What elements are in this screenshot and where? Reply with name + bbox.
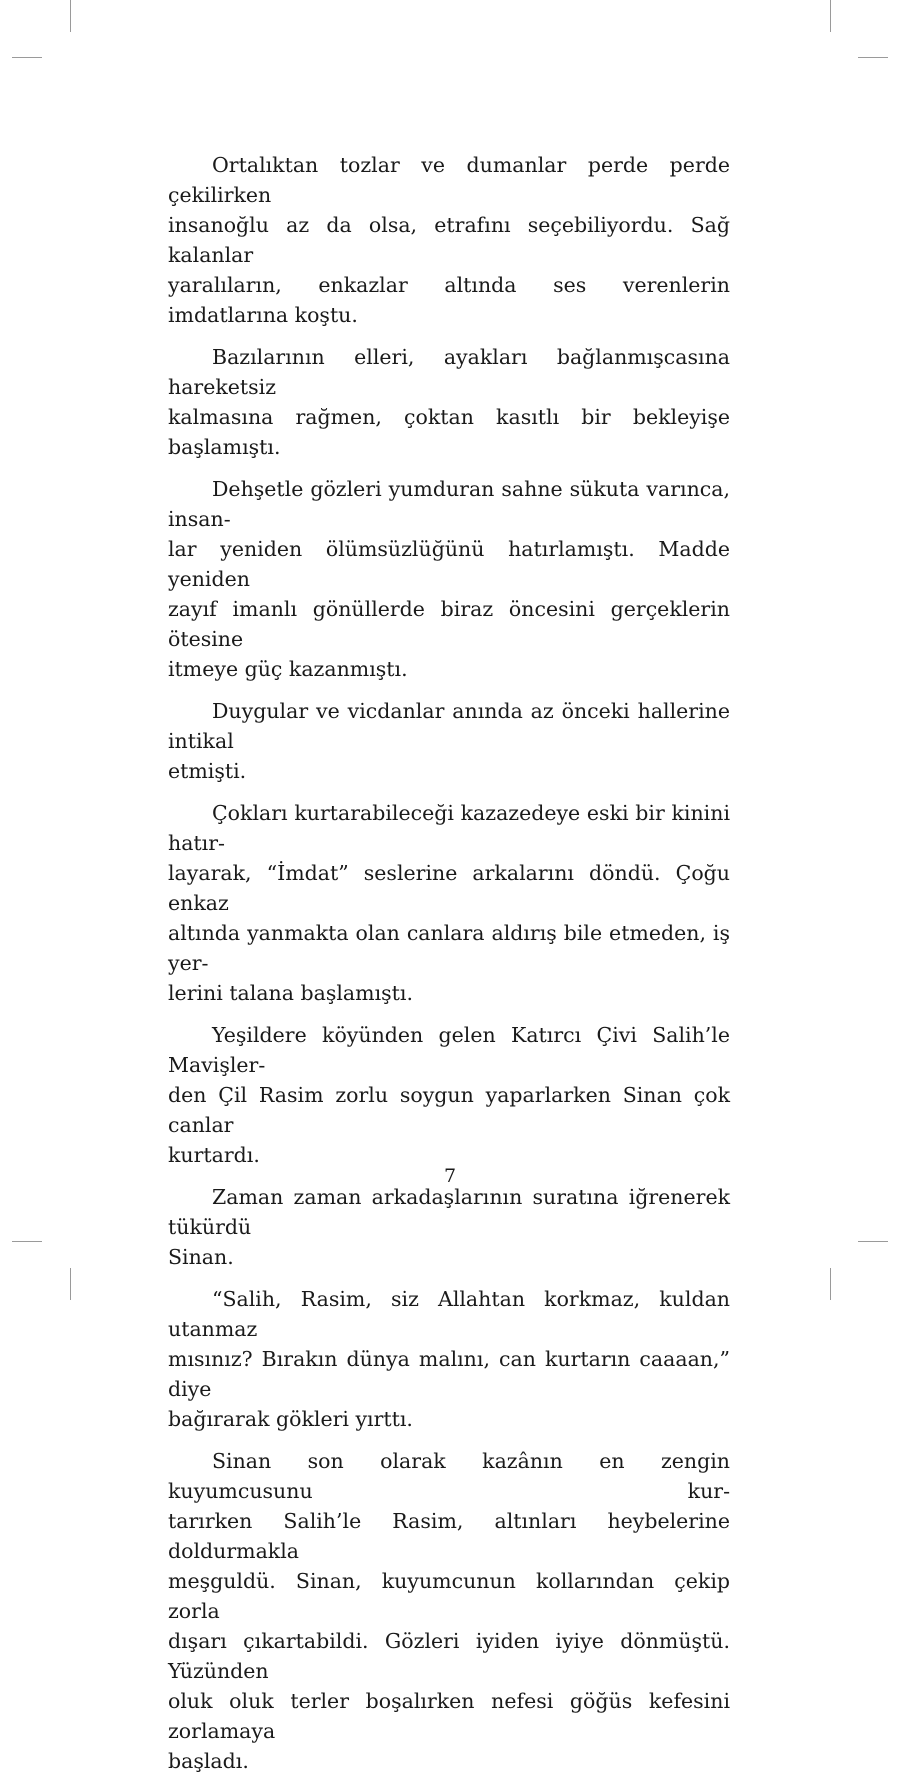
text-line: lar yeniden ölümsüzlüğünü hatırlamıştı. Madde yeniden [168,537,730,591]
text-line: itmeye güç kazanmıştı. [168,657,408,681]
text-line: yaralıların, enkazlar altında ses verenlerin imdatlarına koştu. [168,273,730,327]
text-line: Bazılarının elleri, ayakları bağlanmışcasına hareketsiz [168,345,730,399]
text-line: layarak, “İmdat” seslerine arkalarını döndü. Çoğu enkaz [168,861,730,915]
body-text [168,150,730,1788]
text-line: mısınız? Bırakın dünya malını, can kurtarın caaaan,” diye [168,1347,730,1401]
page-number: 7 [443,1165,457,1187]
text-line: “Salih, Rasim, siz Allahtan korkmaz, kuldan utanmaz [168,1287,730,1341]
paragraph [168,1020,730,1170]
text-line: Sinan son olarak kazânın en zengin kuyumcusunu kur- [168,1449,730,1503]
text-line: kalmasına rağmen, çoktan kasıtlı bir bekleyişe başlamıştı. [168,405,730,459]
crop-mark-top-right-vertical [830,0,831,32]
text-line: başladı. [168,1749,249,1773]
text-line: dışarı çıkartabildi. Gözleri iyiden iyiye dönmüştü. Yüzünden [168,1629,730,1683]
text-line: zayıf imanlı gönüllerde biraz öncesini gerçeklerin ötesine [168,597,730,651]
text-line: oluk oluk terler boşalırken nefesi göğüs kefesini zorlamaya [168,1689,730,1743]
crop-mark-top-right-horizontal [858,57,888,58]
text-line: Ortalıktan tozlar ve dumanlar perde perde çekilirken [168,153,730,207]
crop-mark-bottom-right-vertical [830,1268,831,1300]
crop-mark-bottom-right-horizontal [858,1241,888,1242]
paragraph [168,798,730,1008]
text-line: tarırken Salih’le Rasim, altınları heybelerine doldurmakla [168,1509,730,1563]
crop-mark-bottom-left-vertical [70,1268,71,1300]
text-line: Dehşetle gözleri yumduran sahne sükuta varınca, insan- [168,477,730,531]
text-line: Yeşildere köyünden gelen Katırcı Çivi Salih’le Mavişler- [168,1023,730,1077]
text-line: insanoğlu az da olsa, etrafını seçebiliyordu. Sağ kalanlar [168,213,730,267]
text-line: lerini talana başlamıştı. [168,981,413,1005]
text-line: etmişti. [168,759,247,783]
text-line: altında yanmakta olan canlara aldırış bile etmeden, iş yer- [168,921,730,975]
crop-mark-top-left-horizontal [12,57,42,58]
text-line: Zaman zaman arkadaşlarının suratına iğrenerek tükürdü [168,1185,730,1239]
text-line: Duygular ve vicdanlar anında az önceki hallerine intikal [168,699,730,753]
crop-mark-top-left-vertical [70,0,71,32]
text-line: kurtardı. [168,1143,260,1167]
paragraph [168,1284,730,1434]
text-line: Çokları kurtarabileceği kazazedeye eski bir kinini hatır- [168,801,730,855]
paragraph [168,1182,730,1272]
paragraph [168,150,730,330]
text-line: meşguldü. Sinan, kuyumcunun kollarından çekip zorla [168,1569,730,1623]
crop-mark-bottom-left-horizontal [12,1241,42,1242]
text-line: Sinan. [168,1245,234,1269]
paragraph [168,474,730,684]
paragraph [168,1446,730,1776]
text-line: den Çil Rasim zorlu soygun yaparlarken Sinan çok canlar [168,1083,730,1137]
text-line: bağırarak gökleri yırttı. [168,1407,413,1431]
paragraph [168,696,730,786]
paragraph [168,342,730,462]
